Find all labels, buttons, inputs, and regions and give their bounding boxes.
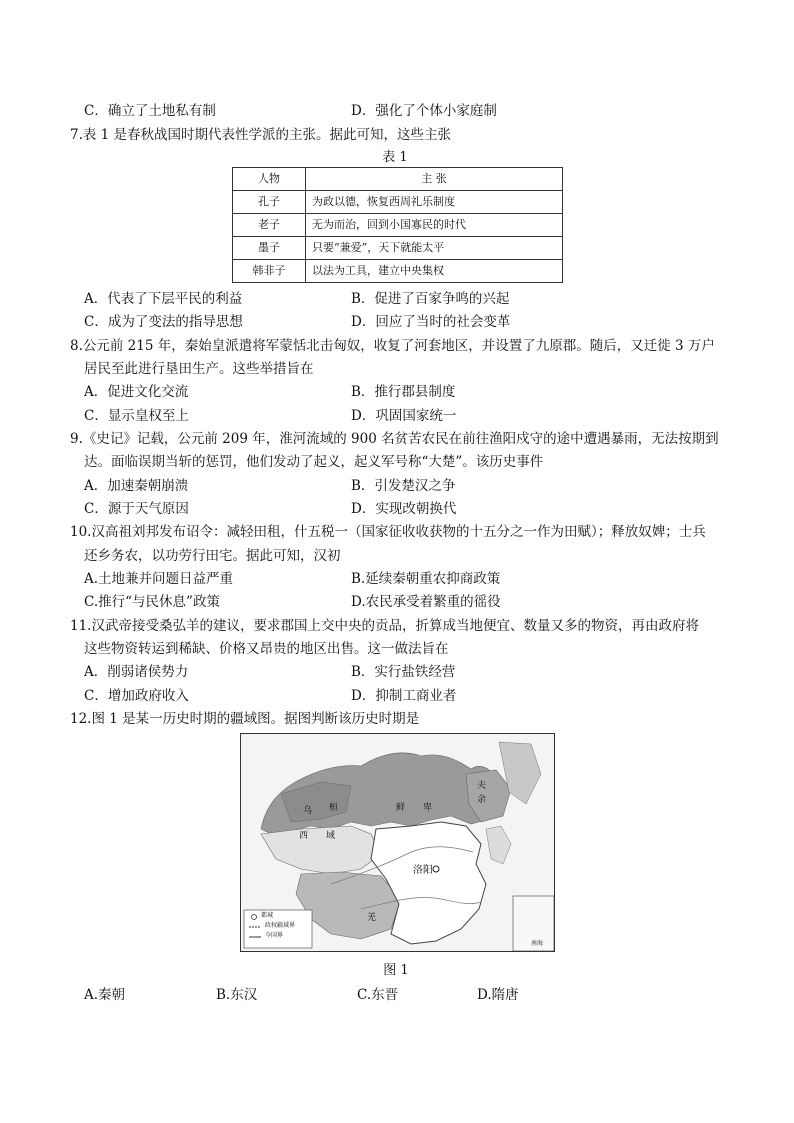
figure-caption: 图 1 bbox=[383, 963, 409, 978]
legend-modern-border: 今国界 bbox=[265, 932, 284, 939]
q7-option-a: A．代表了下层平民的利益 bbox=[84, 291, 243, 307]
q11-option-c: C．增加政府收入 bbox=[84, 688, 189, 704]
q12-stem: 12.图 1 是某一历史时期的疆域图。据图判断该历史时期是 bbox=[70, 711, 420, 727]
q11-option-d: D．抑制工商业者 bbox=[351, 688, 457, 704]
map-label-fu: 夫 bbox=[477, 781, 487, 791]
q10-stem-line2: 还乡务农，以功劳行田宅。据此可知，汉初 bbox=[84, 548, 341, 564]
q9-option-b: B．引发楚汉之争 bbox=[351, 478, 456, 494]
table-row bbox=[233, 214, 563, 237]
q9-option-c: C．源于天气原因 bbox=[84, 501, 189, 517]
map-label-qiang: 羌 bbox=[367, 913, 377, 923]
q10-stem-line1: 10.汉高祖刘邦发布诏令：减轻田租，什五税一（国家征收收获物的十五分之一作为田赋）；释放奴婢；士兵 bbox=[70, 524, 706, 540]
schools-table bbox=[232, 167, 563, 283]
q7-option-c: C．成为了变法的指导思想 bbox=[84, 314, 243, 330]
q11-option-b: B．实行盐铁经营 bbox=[351, 664, 456, 680]
q10-option-b: B.延续秦朝重农抑商政策 bbox=[351, 571, 501, 587]
legend-capital: 都城 bbox=[261, 912, 274, 919]
table-cell-person: 孔子 bbox=[233, 191, 306, 214]
table-row bbox=[233, 191, 563, 214]
territory-map bbox=[240, 733, 555, 952]
table-header-row bbox=[233, 168, 563, 191]
map-label-yu2: 域 bbox=[326, 831, 336, 841]
q12-option-a: A.秦朝 bbox=[84, 987, 126, 1003]
q12-option-c: C.东晋 bbox=[357, 987, 399, 1003]
table-row bbox=[233, 260, 563, 283]
map-label-xi: 西 bbox=[299, 831, 309, 841]
map-label-xian: 鲜 bbox=[396, 803, 406, 813]
legend-border: 政权疆域界 bbox=[265, 922, 296, 929]
q8-stem-line2: 居民至此进行垦田生产。这些举措旨在 bbox=[84, 361, 314, 377]
q11-option-a: A．削弱诸侯势力 bbox=[84, 664, 189, 680]
q8-stem-line1: 8.公元前 215 年，秦始皇派遣将军蒙恬北击匈奴，收复了河套地区，并设置了九原郡。随后，又迁徙 3 万户 bbox=[70, 338, 715, 354]
q10-option-c: C.推行“与民休息”政策 bbox=[84, 594, 220, 610]
q10-option-d: D.农民承受着繁重的徭役 bbox=[351, 594, 501, 610]
q10-option-a: A.土地兼并问题日益严重 bbox=[84, 571, 234, 587]
table-header-claim: 主 张 bbox=[306, 168, 563, 191]
territory-map-graphic bbox=[241, 734, 554, 951]
table-cell-claim: 为政以德，恢复西周礼乐制度 bbox=[306, 191, 563, 214]
map-label-luoyang: 洛阳 bbox=[413, 865, 433, 876]
table-cell-person: 墨子 bbox=[233, 237, 306, 260]
map-label-wu: 乌 bbox=[303, 806, 313, 816]
table-cell-person: 老子 bbox=[233, 214, 306, 237]
q11-stem-line1: 11.汉武帝接受桑弘羊的建议，要求郡国上交中央的贡品，折算成当地便宜、数量又多的物资，再由政府将 bbox=[70, 618, 699, 634]
table-cell-claim: 无为而治，回到小国寡民的时代 bbox=[306, 214, 563, 237]
q7-option-b: B．促进了百家争鸣的兴起 bbox=[351, 291, 510, 307]
q6-option-c: C．确立了土地私有制 bbox=[84, 103, 216, 119]
table-cell-claim: 以法为工具，建立中央集权 bbox=[306, 260, 563, 283]
q11-stem-line2: 这些物资转运到稀缺、价格又昂贵的地区出售。这一做法旨在 bbox=[84, 641, 449, 657]
q7-stem: 7.表 1 是春秋战国时期代表性学派的主张。据此可知，这些主张 bbox=[70, 127, 452, 143]
q8-option-d: D．巩固国家统一 bbox=[351, 408, 457, 424]
q8-option-c: C．显示皇权至上 bbox=[84, 408, 189, 424]
q9-stem-line1: 9.《史记》记载，公元前 209 年，淮河流域的 900 名贫苦农民在前往渔阳戍守的途中遭遇暴雨，无法按期到 bbox=[70, 431, 719, 447]
q12-option-b: B.东汉 bbox=[216, 987, 258, 1003]
q9-option-d: D．实现改朝换代 bbox=[351, 501, 457, 517]
map-label-bei: 卑 bbox=[423, 803, 433, 813]
map-label-yu: 余 bbox=[477, 795, 487, 805]
table-cell-person: 韩非子 bbox=[233, 260, 306, 283]
q12-option-d: D.隋唐 bbox=[477, 987, 519, 1003]
q6-option-d: D．强化了个体小家庭制 bbox=[351, 103, 497, 119]
inset-south-sea-label: 南海 bbox=[531, 940, 544, 947]
map-label-huan: 桓 bbox=[329, 803, 339, 813]
table-header-person: 人物 bbox=[233, 168, 306, 191]
table-row bbox=[233, 237, 563, 260]
table-cell-claim: 只要“兼爱”，天下就能太平 bbox=[306, 237, 563, 260]
q9-option-a: A．加速秦朝崩溃 bbox=[84, 478, 189, 494]
q9-stem-line2: 达。面临误期当斩的惩罚，他们发动了起义，起义军号称“大楚”。该历史事件 bbox=[84, 454, 544, 470]
q8-option-b: B．推行郡县制度 bbox=[351, 384, 456, 400]
q8-option-a: A．促进文化交流 bbox=[84, 384, 189, 400]
q7-option-d: D．回应了当时的社会变革 bbox=[351, 314, 511, 330]
table-title: 表 1 bbox=[382, 150, 408, 165]
